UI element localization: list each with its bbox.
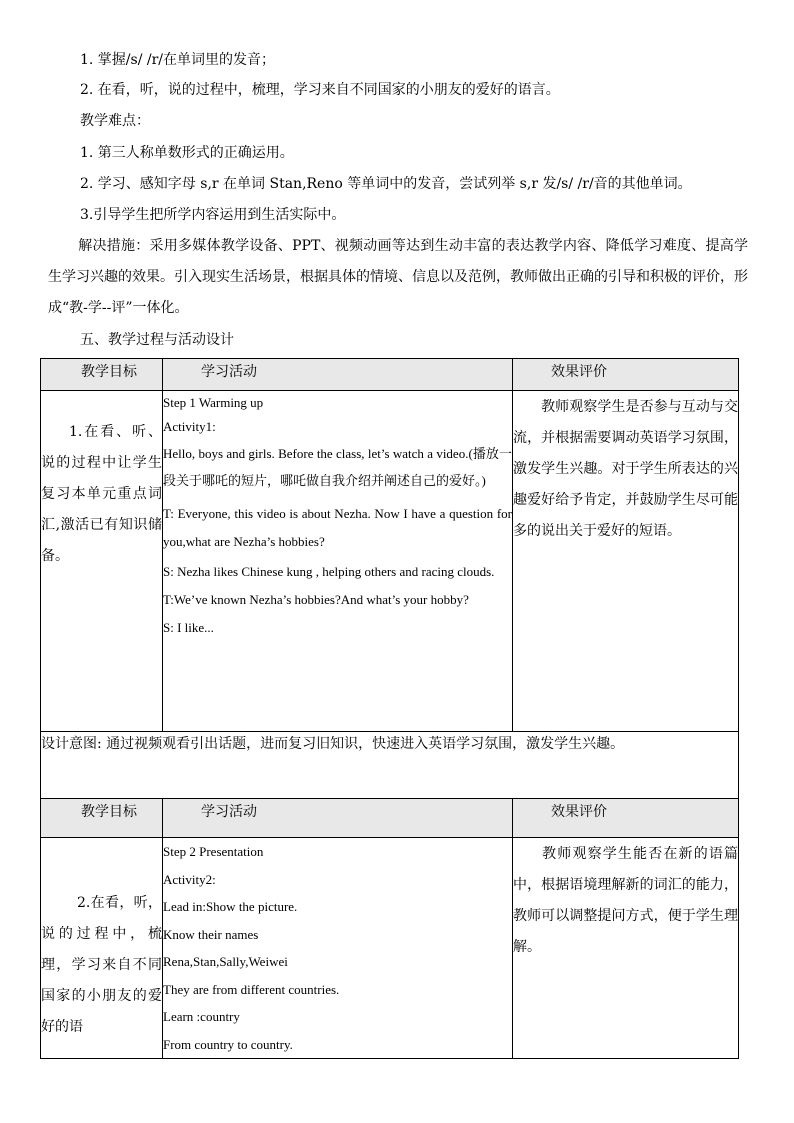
step2-row bbox=[41, 838, 739, 1059]
table-header-row-2 bbox=[41, 799, 739, 838]
step2-line-5: Learn :country bbox=[163, 1009, 240, 1024]
solution-text: 解决措施：采用多媒体教学设备、PPT、视频动画等达到生动丰富的表达教学内容、降低学习难度、提高学生学习兴趣的效果。引入现实生活场景，根据具体的情境、信息以及范例，教师做出正确的引导和积极的评价，形成“教-学--评”一体化。 bbox=[48, 238, 748, 316]
step2-line-3: Rena,Stan,Sally,Weiwei bbox=[163, 954, 288, 969]
step1-line-4: T:We’ve known Nezha’s hobbies?And what’s your hobby? bbox=[163, 592, 469, 607]
step1-title: Step 1 Warming up bbox=[163, 395, 264, 410]
step2-goal: 2.在看，听，说的过程中，梳理，学习来自不同国家的小朋友的爱好的语 bbox=[41, 838, 163, 1059]
header-activity-2: 学习活动 bbox=[163, 799, 513, 838]
difficulty-heading: 教学难点： bbox=[80, 113, 150, 129]
step2-line-2: Know their names bbox=[163, 926, 259, 942]
step1-line-3: S: Nezha likes Chinese kung , helping others and racing clouds. bbox=[163, 564, 495, 579]
step1-line-1: Hello, boys and girls. Before the class, let’s watch a video.(播放一段关于哪吒的短片，哪吒做自我介绍并阐述自己的爱好。) bbox=[163, 446, 512, 488]
objective-item-1: 1. 掌握/s/ /r/在单词里的发音； bbox=[80, 52, 276, 68]
header-eval: 效果评价 bbox=[513, 359, 739, 391]
step2-eval: 教师观察学生能否在新的语篇中，根据语境理解新的词汇的能力，教师可以调整提问方式，便于学生理解。 bbox=[513, 838, 739, 1059]
activity-table bbox=[40, 358, 739, 1059]
difficulty-item-2: 2. 学习、感知字母 s,r 在单词 Stan,Reno 等单词中的发音，尝试列举 s,r 发/s/ /r/音的其他单词。 bbox=[80, 176, 692, 192]
design-intent: 设计意图: 通过视频观看引出话题，进而复习旧知识，快速进入英语学习氛围，激发学生兴趣。 bbox=[41, 732, 739, 799]
header-goal-2: 教学目标 bbox=[41, 799, 163, 838]
step1-activity bbox=[163, 391, 513, 732]
step2-activity bbox=[163, 838, 513, 1059]
step1-activity-label: Activity1: bbox=[163, 419, 216, 434]
step1-eval: 教师观察学生是否参与互动与交流，并根据需要调动英语学习氛围，激发学生兴趣。对于学生所表达的兴趣爱好给予肯定，并鼓励学生尽可能多的说出关于爱好的短语。 bbox=[513, 391, 739, 732]
difficulty-item-3: 3.引导学生把所学内容运用到生活实际中。 bbox=[80, 207, 346, 223]
design-row bbox=[41, 732, 739, 799]
solution-paragraph bbox=[48, 231, 748, 324]
difficulty-item-1: 1. 第三人称单数形式的正确运用。 bbox=[80, 145, 294, 161]
step2-line-6: From country to country. bbox=[163, 1036, 293, 1052]
step2-line-1: Lead in:Show the picture. bbox=[163, 899, 298, 914]
header-activity: 学习活动 bbox=[163, 359, 513, 391]
step2-activity-label: Activity2: bbox=[163, 871, 216, 887]
section-heading: 五、教学过程与活动设计 bbox=[80, 332, 234, 348]
objective-item-2: 2. 在看，听，说的过程中，梳理，学习来自不同国家的小朋友的爱好的语言。 bbox=[80, 82, 560, 98]
step1-line-2: T: Everyone, this video is about Nezha. Now I have a question for you,what are Nezha’s hobbies? bbox=[163, 506, 512, 549]
header-eval-2: 效果评价 bbox=[513, 799, 739, 838]
header-goal: 教学目标 bbox=[41, 359, 163, 391]
step1-row bbox=[41, 391, 739, 732]
step1-goal: 1.在看、听、说的过程中让学生复习本单元重点词汇,激活已有知识储备。 bbox=[41, 391, 163, 732]
step2-line-4: They are from different countries. bbox=[163, 981, 340, 997]
step1-line-5: S: I like... bbox=[163, 620, 214, 635]
step2-title: Step 2 Presentation bbox=[163, 844, 264, 859]
table-header-row bbox=[41, 359, 739, 391]
